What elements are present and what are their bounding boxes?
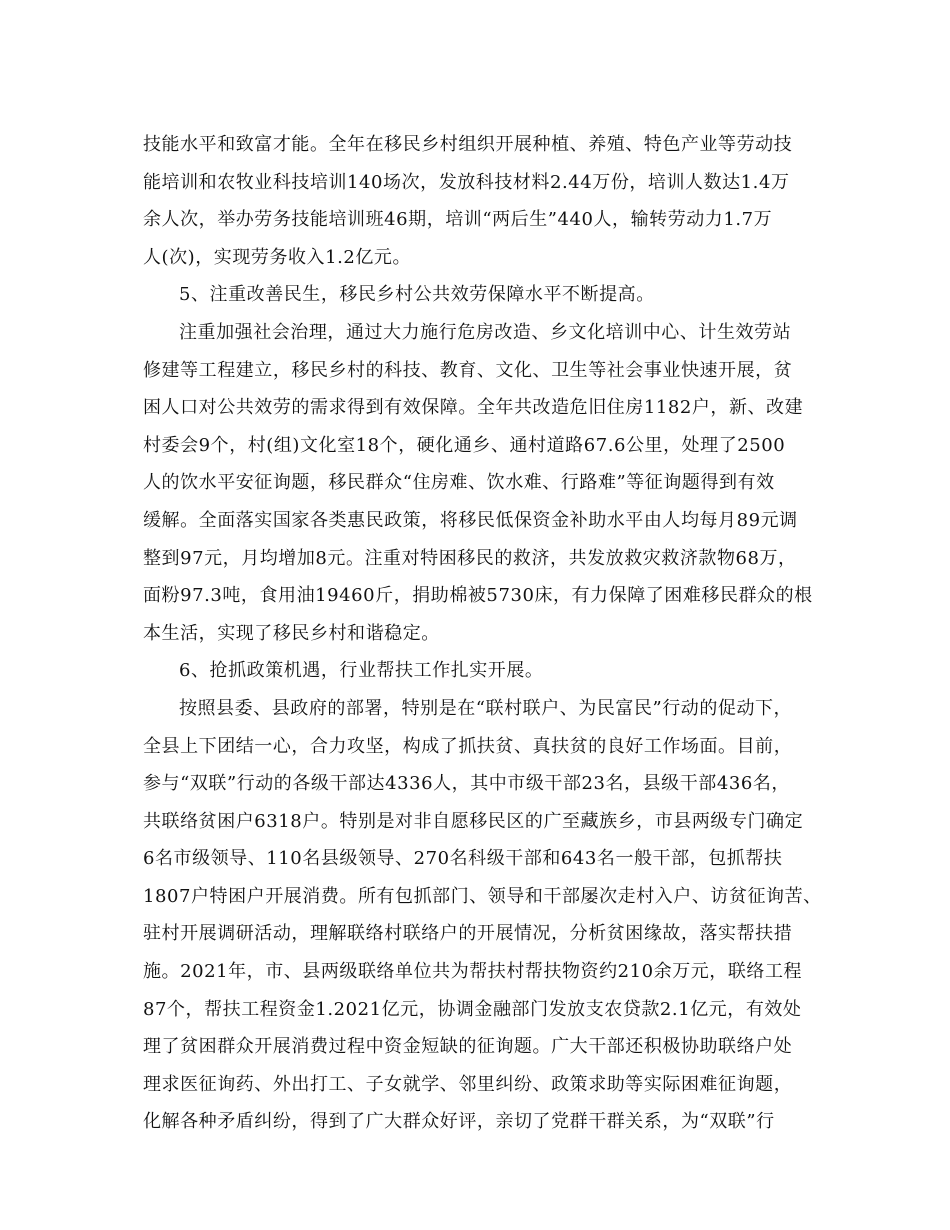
text-line: 人的饮水平安征询题，移民群众“住房难、饮水难、行路难”等征询题得到有效 (143, 472, 775, 494)
text-line: 能培训和农牧业科技培训140场次，发放科技材料2.44万份，培训人数达1.4万 (143, 171, 790, 193)
text-line: 参与“双联”行动的各级干部达4336人，其中市级干部23名，县级干部436名， (143, 773, 790, 795)
text-line: 技能水平和致富才能。全年在移民乡村组织开展种植、养殖、特色产业等劳动技 (143, 134, 793, 155)
text-line: 缓解。全面落实国家各类惠民政策，将移民低保资金补助水平由人均每月89元调 (143, 509, 798, 531)
section-heading: 6、抢抓政策机遇，行业帮扶工作扎实开展。 (179, 660, 544, 682)
text-line: 87个，帮扶工程资金1.2021亿元，协调金融部门发放支农贷款2.1亿元，有效处 (143, 998, 802, 1020)
text-line: 6名市级领导、110名县级领导、270名科级干部和643名一般干部，包抓帮扶 (143, 848, 783, 870)
text-line: 困人口对公共效劳的需求得到有效保障。全年共改造危旧住房1182户，新、改建 (143, 397, 804, 419)
text-line: 本生活，实现了移民乡村和谐稳定。 (143, 622, 440, 644)
text-line: 余人次，举办劳务技能培训班46期，培训“两后生”440人，输转劳动力1.7万 (143, 209, 773, 231)
paragraph-first-line: 按照县委、县政府的部署，特别是在“联村联户、为民富民”行动的促动下， (179, 697, 793, 719)
text-line: 修建等工程建立，移民乡村的科技、教育、文化、卫生等社会事业快速开展，贫 (143, 359, 793, 381)
text-line: 驻村开展调研活动，理解联络村联络户的开展情况，分析贫困缘故，落实帮扶措 (143, 923, 793, 945)
text-line: 施。2021年，市、县两级联络单位共为帮扶村帮扶物资约210余万元，联络工程 (143, 961, 803, 983)
text-line: 1807户特困户开展消费。所有包抓部门、领导和干部屡次走村入户、访贫征询苦、 (143, 885, 822, 907)
text-line: 化解各种矛盾纠纷，得到了广大群众好评，亲切了党群干群关系，为“双联”行 (143, 1111, 775, 1133)
section-heading: 5、注重改善民生，移民乡村公共效劳保障水平不断提高。 (179, 284, 655, 306)
text-line: 人(次)，实现劳务收入1.2亿元。 (143, 246, 412, 268)
paragraph-first-line: 注重加强社会治理，通过大力施行危房改造、乡文化培训中心、计生效劳站 (179, 321, 792, 343)
text-line: 整到97元，月均增加8元。注重对特困移民的救济，共发放救灾救济款物68万， (143, 547, 797, 569)
text-line: 面粉97.3吨，食用油19460斤，捐助棉被5730床，有力保障了困难移民群众的根 (143, 585, 813, 607)
text-line: 理求医征询药、外出打工、子女就学、邻里纠纷、政策求助等实际困难征询题， (143, 1073, 793, 1095)
text-line: 全县上下团结一心，合力攻坚，构成了抓扶贫、真扶贫的良好工作场面。目前， (143, 735, 793, 757)
document-body (143, 126, 822, 1141)
text-line: 共联络贫困户6318户。特别是对非自愿移民区的广至藏族乡，市县两级专门确定 (143, 810, 804, 832)
text-line: 理了贫困群众开展消费过程中资金短缺的征询题。广大干部还积极协助联络户处 (143, 1036, 793, 1058)
text-line: 村委会9个，村(组)文化室18个，硬化通乡、通村道路67.6公里，处理了2500 (143, 434, 786, 456)
